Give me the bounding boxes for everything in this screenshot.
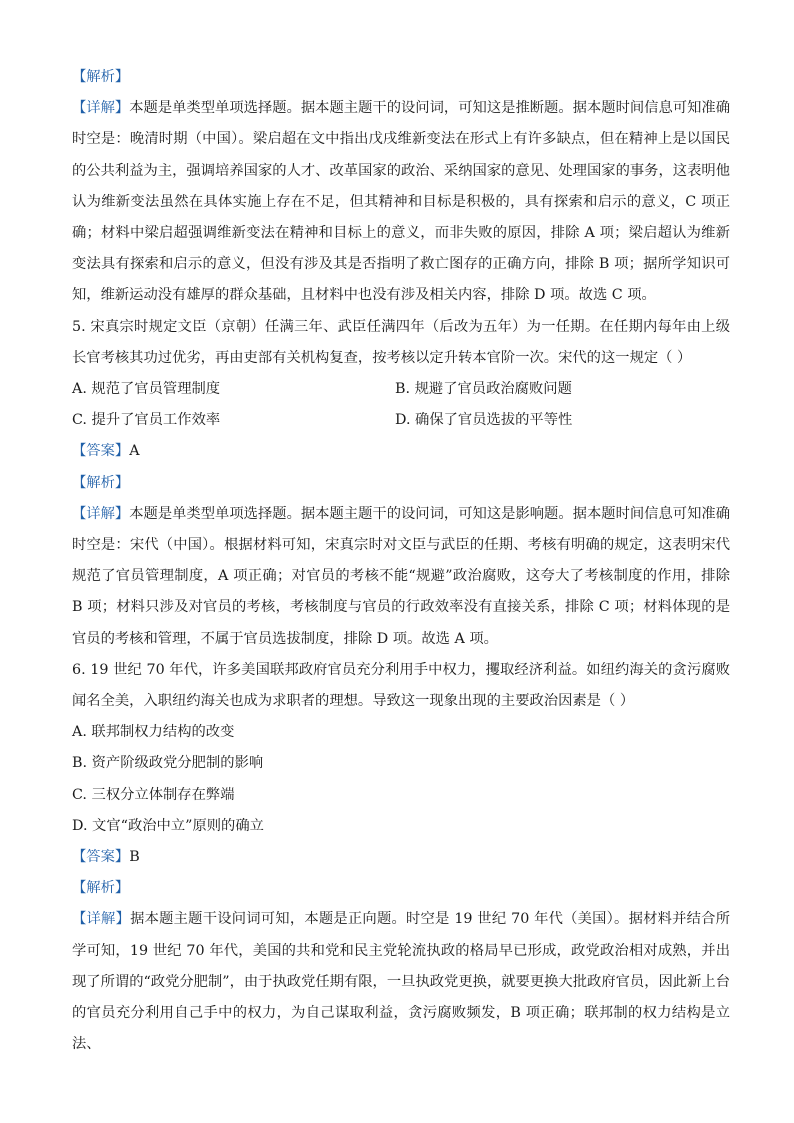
- detail-text: 本题是单类型单项选择题。据本题主题干的设问词，可知这是推断题。据本题时间信息可知准确时空是：晚清时期（中国）。梁启超在文中指出戊戌维新变法在形式上有许多缺点，但在精神上是以国民的公共利益为主，强调培养国家的人才、改革国家的政治、采纳国家的意见、处理国家的事务，这表明他认为维新变法虽然在具体实施上存在不足，但其精神和目标是积极的，具有探索和启示的意义，C 项正确；材料中梁启超强调维新变法在精神和目标上的意义，而非失败的原因，排除 A 项；梁启超认为维新变法具有探索和启示的意义，但没有涉及其是否指明了救亡图存的正确方向，排除 B 项；据所学知识可知，维新运动没有雄厚的群众基础，且材料中也没有涉及相关内容，排除 D 项。故选 C 项。: [72, 100, 730, 304]
- analysis-heading: [72, 873, 730, 904]
- detail-tag: 【详解】: [72, 505, 130, 522]
- analysis-heading: [72, 62, 730, 93]
- detail-text: 据本题主题干设问词可知，本题是正向题。时空是 19 世纪 70 年代（美国）。据材料并结合所学可知，19 世纪 70 年代，美国的共和党和民主党轮流执政的格局早已形成，政党政治相对成熟，并出现了所谓的“政党分肥制”，由于执政党任期有限，一旦执政党更换，就要更换大批政府官员，因此新上台的官员充分利用自己手中的权力，为自己谋取利益，贪污腐败频发，B 项正确；联邦制的权力结构是立法、: [72, 911, 730, 1053]
- option-a: A. 联邦制权力结构的改变: [72, 724, 235, 741]
- question-stem: [72, 312, 730, 374]
- analysis-paragraph: [72, 93, 730, 311]
- answer-value: A: [129, 443, 140, 460]
- option-c: C. 提升了官员工作效率: [72, 412, 221, 429]
- options-row: [72, 405, 730, 436]
- detail-text: 本题是单类型单项选择题。据本题主题干的设问词，可知这是影响题。据本题时间信息可知准确时空是：宋代（中国）。根据材料可知，宋真宗时对文臣与武臣的任期、考核有明确的规定，这表明宋代规范了官员管理制度，A 项正确；对官员的考核不能“规避”政治腐败，这夸大了考核制度的作用，排除 B 项；材料只涉及对官员的考核，考核制度与官员的行政效率没有直接关系，排除 C 项；材料体现的是官员的考核和管理，不属于官员选拔制度，排除 D 项。故选 A 项。: [72, 505, 730, 647]
- option-b: B. 规避了官员政治腐败问题: [395, 381, 572, 398]
- options-row: [72, 374, 730, 405]
- question-stem: [72, 655, 730, 717]
- option-a: A. 规范了官员管理制度: [72, 381, 221, 398]
- detail-tag: 【详解】: [72, 911, 131, 928]
- document-page: [72, 62, 730, 1061]
- analysis-tag: 【解析】: [72, 880, 130, 897]
- answer-line: [72, 436, 730, 467]
- analysis-paragraph: [72, 904, 730, 1060]
- answer-tag: 【答案】: [72, 849, 130, 866]
- analysis-tag: 【解析】: [72, 474, 130, 491]
- answer-line: [72, 842, 730, 873]
- question-text: 6. 19 世纪 70 年代，许多美国联邦政府官员充分利用手中权力，攫取经济利益。如纽约海关的贪污腐败闻名全美，入职纽约海关也成为求职者的理想。导致这一现象出现的主要政治因素是（ ）: [72, 661, 730, 710]
- analysis-heading: [72, 468, 730, 499]
- analysis-paragraph: [72, 499, 730, 655]
- option-c: C. 三权分立体制存在弊端: [72, 786, 235, 803]
- option-b: B. 资产阶级政党分肥制的影响: [72, 755, 264, 772]
- detail-tag: 【详解】: [72, 100, 130, 117]
- question-text: 5. 宋真宗时规定文臣（京朝）任满三年、武臣任满四年（后改为五年）为一任期。在任期内每年由上级长官考核其功过优劣，再由吏部有关机构复查，按考核以定升转本官阶一次。宋代的这一规定（ ）: [72, 318, 730, 366]
- answer-tag: 【答案】: [72, 443, 130, 460]
- answer-value: B: [129, 849, 140, 866]
- option-d: D. 文官“政治中立”原则的确立: [72, 817, 264, 834]
- option-d: D. 确保了官员选拔的平等性: [395, 412, 573, 429]
- analysis-tag: 【解析】: [72, 69, 130, 85]
